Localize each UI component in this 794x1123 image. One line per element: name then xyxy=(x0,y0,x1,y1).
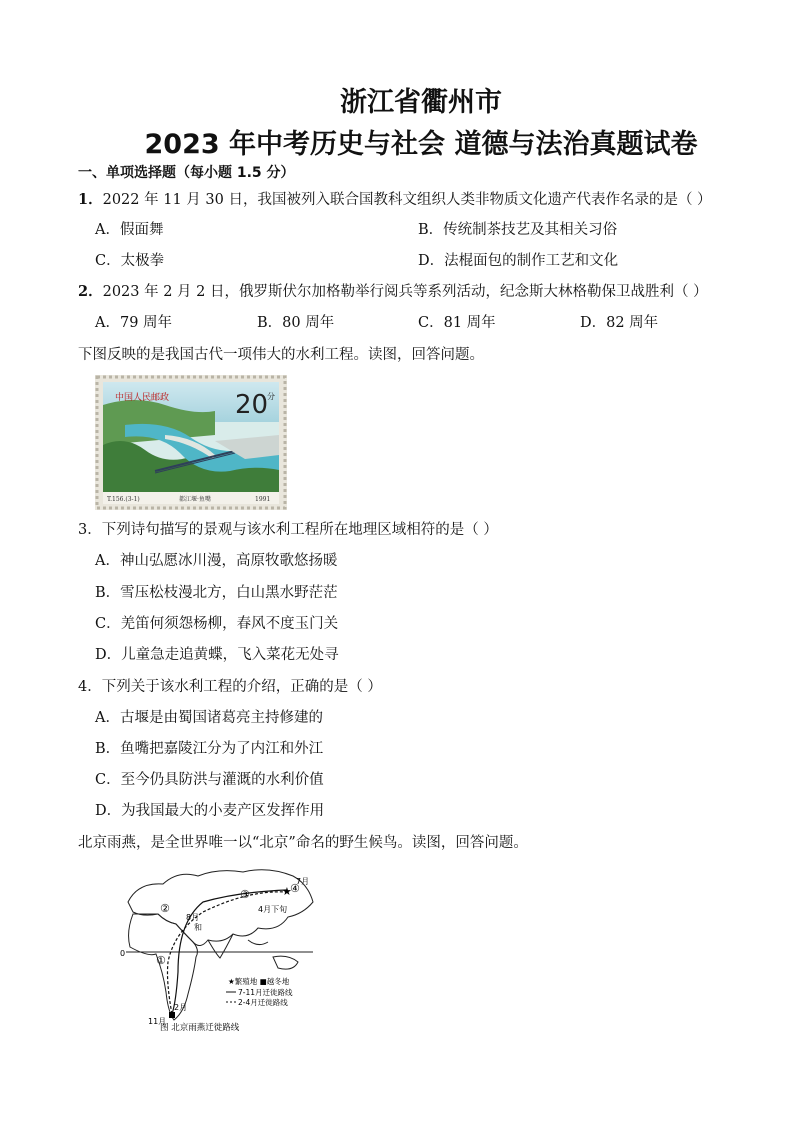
q4-option-a: A．古堰是由蜀国诸葛亮主持修建的 xyxy=(95,710,323,726)
stamp-image xyxy=(95,375,287,510)
stamp-year: 1991 xyxy=(255,496,271,503)
question-number: 4． xyxy=(78,679,102,695)
q4-option-c: C．至今仍具防洪与灌溉的水利价值 xyxy=(95,772,324,788)
question-number: 1． xyxy=(78,191,103,208)
q2-option-b: B．80 周年 xyxy=(257,315,335,331)
stamp-code: T.156.(3-1) xyxy=(107,496,140,503)
map-label-jul: 7月 xyxy=(296,877,310,886)
legend-sites: ★繁殖地 ■越冬地 xyxy=(228,977,290,986)
passage-intro-2: 北京雨燕，是全世界唯一以“北京”命名的野生候鸟。读图，回答问题。 xyxy=(78,835,528,851)
stamp-name: 都江堰·鱼嘴 xyxy=(179,496,211,503)
q2-option-a: A．79 周年 xyxy=(95,315,173,331)
q1-option-c: C．太极拳 xyxy=(95,253,165,269)
map-label-apr: 4月下旬 xyxy=(258,905,288,914)
question-number: 3． xyxy=(78,522,102,538)
map-label-3: ③ xyxy=(240,888,250,901)
question-stem: 下列关于该水利工程的介绍，正确的是（ ） xyxy=(101,679,382,695)
legend-route-autumn: 7-11月迁徙路线 xyxy=(238,988,293,997)
exam-title-line1: 浙江省衢州市 xyxy=(340,87,502,118)
breeding-star-icon: ★ xyxy=(282,885,292,898)
stamp-unit: 分 xyxy=(267,392,275,401)
wintering-square-icon xyxy=(169,1012,175,1018)
q1-option-d: D．法棍面包的制作工艺和文化 xyxy=(418,253,619,269)
exam-title-line2: 2023 年中考历史与社会 道德与法治真题试卷 xyxy=(144,129,698,160)
map-label-4: ④ xyxy=(290,882,300,895)
section-heading: 一、单项选择题（每小题 1.5 分） xyxy=(78,165,295,181)
q3-option-b: B．雪压松枝漫北方，白山黑水野茫茫 xyxy=(95,585,338,601)
map-label-feb: 2月 xyxy=(174,1003,188,1012)
map-label-nov: 11月 xyxy=(148,1017,167,1026)
q2-option-c: C．81 周年 xyxy=(418,315,496,331)
legend-route-spring: 2-4月迁徙路线 xyxy=(238,998,288,1007)
question-number: 2． xyxy=(78,283,103,300)
swift-migration-map xyxy=(108,862,318,1034)
q1-option-a: A．假面舞 xyxy=(95,222,164,238)
map-label-1: ① xyxy=(156,954,166,967)
question-4 xyxy=(78,675,382,696)
question-2 xyxy=(78,280,708,301)
question-1 xyxy=(78,188,712,209)
passage-intro-1: 下图反映的是我国古代一项伟大的水利工程。读图，回答问题。 xyxy=(78,347,484,363)
map-label-2: ② xyxy=(160,902,170,915)
q2-option-d: D．82 周年 xyxy=(580,315,659,331)
q3-option-d: D．儿童急走追黄蝶，飞入菜花无处寻 xyxy=(95,647,339,663)
question-3 xyxy=(78,518,498,539)
stamp-value: 20 xyxy=(235,390,269,420)
q4-option-d: D．为我国最大的小麦产区发挥作用 xyxy=(95,803,325,819)
question-stem: 下列诗句描写的景观与该水利工程所在地理区域相符的是（ ） xyxy=(101,522,498,538)
map-caption: 图 北京雨燕迁徙路线 xyxy=(160,1023,240,1033)
q4-option-b: B．鱼嘴把嘉陵江分为了内江和外江 xyxy=(95,741,324,757)
question-stem: 2022 年 11 月 30 日，我国被列入联合国教科文组织人类非物质文化遗产代表作名录的是（ ） xyxy=(102,192,712,208)
map-label-aug: 8月 xyxy=(186,913,200,922)
q3-option-a: A．神山弘愿冰川漫，高原牧歌悠扬暖 xyxy=(95,553,338,569)
q1-option-b: B．传统制茶技艺及其相关习俗 xyxy=(418,222,618,238)
stamp-country: 中国人民邮政 xyxy=(115,393,170,403)
q3-option-c: C．羌笛何须怨杨柳，春风不度玉门关 xyxy=(95,616,339,632)
equator-zero-label: 0 xyxy=(120,949,126,958)
question-stem: 2023 年 2 月 2 日，俄罗斯伏尔加格勒举行阅兵等系列活动，纪念斯大林格勒保卫战胜利（ ） xyxy=(102,284,708,300)
map-label-he: 和 xyxy=(194,923,202,932)
